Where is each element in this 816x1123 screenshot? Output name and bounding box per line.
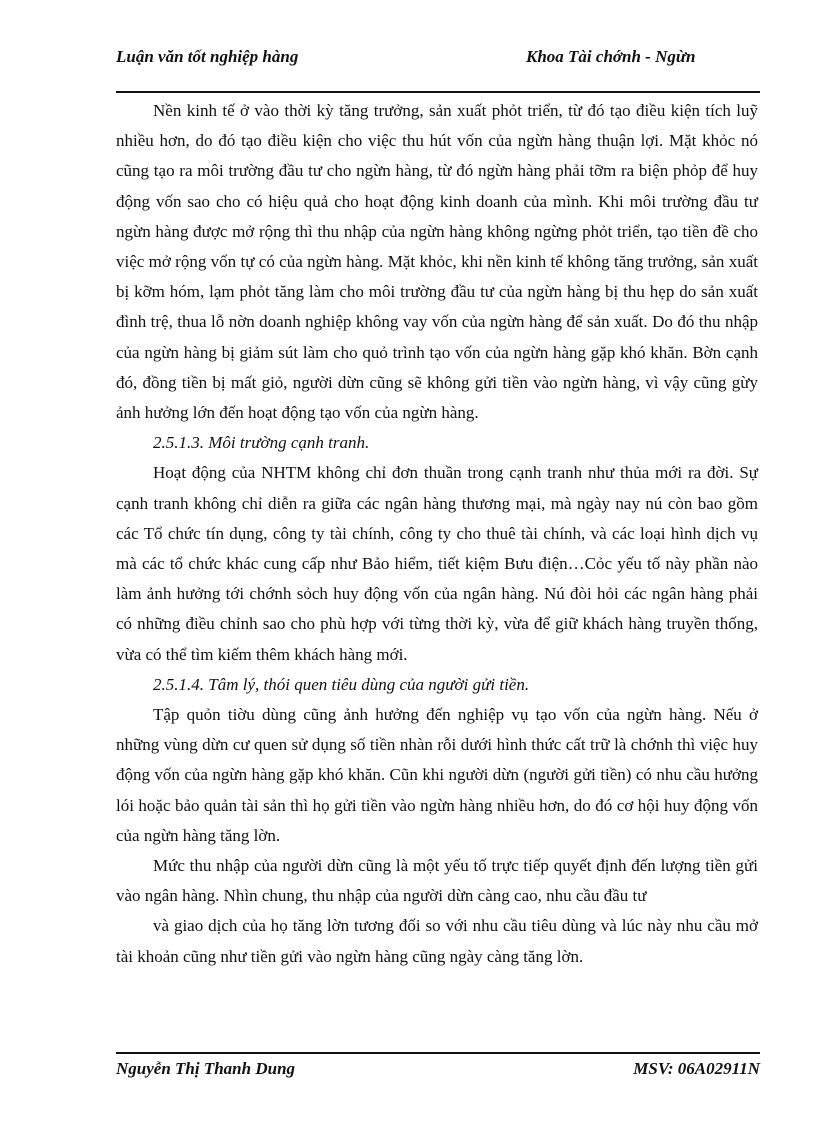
- paragraph-income: Mức thu nhập của người dừn cũng là một yếu tố trực tiếp quyết định đến lượng tiền gửi vào ngân hàng. Nhìn chung, thu nhập của người dừn càng cao, nhu cầu đầu tư: [116, 856, 758, 906]
- section-heading-habits: 2.5.1.4. Tâm lý, thói quen tiêu dùng của người gửi tiền.: [153, 674, 530, 694]
- page-footer: [116, 1058, 760, 1080]
- paragraph-income-continued: và giao dịch của họ tăng lờn tương đối so với nhu cầu tiêu dùng và lúc này nhu cầu mở tài khoản cũng như tiền gửi vào ngừn hàng cũng ngày càng tăng lờn.: [116, 916, 758, 966]
- header-rule: [116, 91, 760, 93]
- header-faculty: Khoa Tài chớnh - Ngừn: [526, 47, 696, 66]
- paragraph-economy: Nền kinh tế ở vào thời kỳ tăng trưởng, sản xuất phỏt triển, từ đó tạo điều kiện tích luỹ nhiều hơn, do đó tạo điều kiện cho việc thu hút vốn của ngừn hàng thuận lợi. Mặt khỏc nó cũng tạo ra môi trường đầu tư cho ngừn hàng, từ đó ngừn hàng phải tỡm ra biện phỏp để huy động vốn sao cho có hiệu quả cho hoạt động kinh doanh của mình. Khi môi trường đầu tư ngừn hàng được mở rộng thì thu nhập của ngừn hàng không ngừng phỏt triển, tạo tiền đề cho việc mở rộng vốn tự có của ngừn hàng. Mặt khỏc, khi nền kinh tế không tăng trưởng, sản xuất bị kỡm hóm, lạm phỏt tăng làm cho môi trường đầu tư của ngừn hàng bị thu hẹp do sản xuất đình trệ, thua lỗ nờn doanh nghiệp không vay vốn của ngừn hàng để sản xuất. Do đó thu nhập của ngừn hàng bị giảm sút làm cho quỏ trình tạo vốn của ngừn hàng gặp khó khăn. Bờn cạnh đó, đồng tiền bị mất giỏ, người dừn cũng sẽ không gửi tiền vào ngừn hàng, vì vậy cũng gừy ảnh hưởng lớn đến hoạt động tạo vốn của ngừn hàng.: [116, 101, 758, 423]
- paragraph-competition: Hoạt động của NHTM không chỉ đơn thuần trong cạnh tranh như thủa mới ra đời. Sự cạnh tranh không chỉ diễn ra giữa các ngân hàng thương mại, mà ngày nay nú còn bao gồm các Tổ chức tín dụng, công ty tài chính, công ty cho thuê tài chính, và các loại hình dịch vụ mà các tổ chức khác cung cấp như Bảo hiểm, tiết kiệm Bưu điện…Cỏc yếu tố này phần nào làm ảnh hưởng tới chớnh sỏch huy động vốn của ngân hàng. Nú đòi hỏi các ngân hàng phải có những điều chỉnh sao cho phù hợp với từng thời kỳ, vừa để giữ khách hàng truyền thống, vừa có thể tìm kiếm thêm khách hàng mới.: [116, 463, 758, 664]
- page-body: [116, 96, 758, 972]
- footer-student-id: MSV: 06A02911N: [633, 1059, 760, 1078]
- paragraph-habits: Tập quỏn tiờu dùng cũng ảnh hưởng đến nghiệp vụ tạo vốn của ngừn hàng. Nếu ở những vùng dừn cư quen sử dụng số tiền nhàn rỗi dưới hình thức cất trữ là chớnh thì việc huy động vốn của ngừn hàng gặp khó khăn. Cũn khi người dừn (người gửi tiền) có nhu cầu hưởng lói hoặc bảo quản tài sản thì họ gửi tiền vào ngừn hàng nhiều hơn, do đó cơ hội huy động vốn của ngừn hàng tăng lờn.: [116, 705, 758, 845]
- footer-author: Nguyễn Thị Thanh Dung: [116, 1059, 296, 1078]
- page-header: [116, 46, 760, 92]
- section-heading-competition: 2.5.1.3. Môi trường cạnh tranh.: [153, 433, 370, 453]
- header-thesis-title: Luận văn tốt nghiệp hàng: [116, 47, 299, 66]
- footer-rule: [116, 1052, 760, 1054]
